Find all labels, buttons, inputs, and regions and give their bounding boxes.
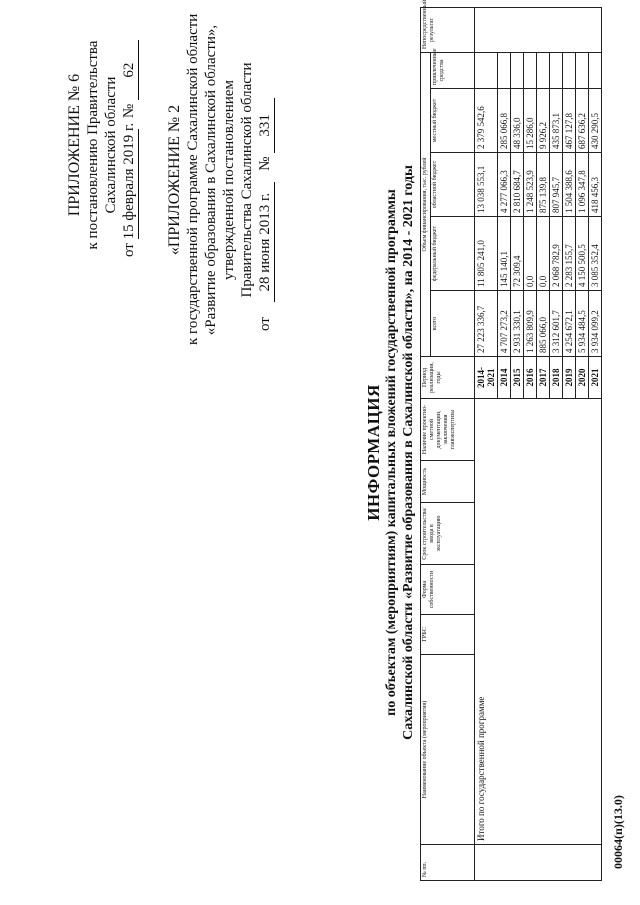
th-total: всего <box>431 291 475 357</box>
cell-year: 2021 <box>589 357 602 399</box>
approval2-line4: утвержденной постановлением <box>221 80 237 280</box>
th-result: Непосредственный результат <box>421 7 475 52</box>
cell-other <box>576 52 589 88</box>
th-form: Форма собственности <box>421 565 475 615</box>
cell-num <box>475 845 602 881</box>
approval1-number: 62 <box>120 40 139 100</box>
cell-other <box>511 52 524 88</box>
th-local: местный бюджет <box>431 89 475 153</box>
approval1-date-line <box>120 25 139 265</box>
th-other: привлеченные средства <box>431 52 475 88</box>
cell-regional: 418 456,3 <box>589 153 602 217</box>
cell-regional: 1 504 388,6 <box>563 153 576 217</box>
cell-year: 2014-2021 <box>475 357 498 399</box>
approval2-line2: к государственной программе Сахалинской области <box>185 13 201 345</box>
cell-other <box>563 52 576 88</box>
cell-result <box>475 7 602 52</box>
cell-federal: 2 068 782,9 <box>550 217 563 291</box>
cell-total: 5 934 484,5 <box>576 291 589 357</box>
approval1-from: от <box>121 243 137 257</box>
cell-total: 885 066,0 <box>537 291 550 357</box>
cell-local: 285 066,8 <box>498 89 511 153</box>
cell-local: 435 873,1 <box>550 89 563 153</box>
cell-federal: 11 805 241,0 <box>475 217 498 291</box>
th-federal: федеральный бюджет <box>431 217 475 291</box>
total-label-cell: Итого по государственной программе <box>475 399 602 845</box>
capital-investments-table <box>420 0 602 881</box>
th-financing: Объем финансирования, тыс. рублей <box>421 52 431 356</box>
cell-local: 48 336,0 <box>511 89 524 153</box>
cell-regional: 807 945,7 <box>550 153 563 217</box>
table-row <box>475 7 498 880</box>
th-num: № пп. <box>421 845 475 881</box>
cell-local: 430 290,5 <box>589 89 602 153</box>
approval-block-1 <box>66 25 139 265</box>
th-period: Период реализации, годы <box>421 357 475 399</box>
th-term: Срок строительства/ввода в эксплуатацию <box>421 503 475 565</box>
th-regional: областной бюджет <box>431 153 475 217</box>
cell-year: 2019 <box>563 357 576 399</box>
approval1-line2: к постановлению Правительства <box>85 40 101 250</box>
cell-total: 3 312 601,7 <box>550 291 563 357</box>
cell-total: 2 931 330,1 <box>511 291 524 357</box>
cell-other <box>524 52 537 88</box>
document-subtitle-1: по объектам (мероприятиям) капитальных вложений государственной программы <box>384 189 399 716</box>
approval2-number: 331 <box>256 98 275 153</box>
cell-local: 9 926,2 <box>537 89 550 153</box>
cell-year: 2017 <box>537 357 550 399</box>
cell-year: 2014 <box>498 357 511 399</box>
approval1-num-sign: № <box>121 103 137 119</box>
cell-federal: 0,0 <box>537 217 550 291</box>
footer-code: 00064(п)(13.0) <box>611 795 625 869</box>
table-header-row-1 <box>421 7 431 880</box>
cell-regional: 1 248 523,9 <box>524 153 537 217</box>
approval2-num-sign: № <box>257 156 273 171</box>
cell-federal: 0,0 <box>524 217 537 291</box>
cell-local: 687 636,2 <box>576 89 589 153</box>
approval2-line3: «Развитие образования в Сахалинской области», <box>203 24 219 336</box>
cell-total: 4 254 672,1 <box>563 291 576 357</box>
cell-other <box>475 52 498 88</box>
cell-local: 2 379 542,6 <box>475 89 498 153</box>
approval2-line5: Правительства Сахалинской области <box>239 62 255 298</box>
cell-regional: 875 139,8 <box>537 153 550 217</box>
cell-federal: 4 150 500,5 <box>576 217 589 291</box>
approval2-date: 28 июня 2013 г. <box>256 182 275 302</box>
approval1-line3: Сахалинской области <box>103 76 119 214</box>
cell-total: 1 263 809,9 <box>524 291 537 357</box>
cell-regional: 1 096 347,8 <box>576 153 589 217</box>
cell-federal: 3 085 352,4 <box>589 217 602 291</box>
cell-federal: 2 283 155,7 <box>563 217 576 291</box>
cell-total: 27 223 336,7 <box>475 291 498 357</box>
cell-local: 15 286,0 <box>524 89 537 153</box>
approval2-date-line <box>256 15 275 345</box>
th-power: Мощность <box>421 461 475 503</box>
cell-year: 2018 <box>550 357 563 399</box>
th-name: Наименование объекта (мероприятия) <box>421 655 475 845</box>
cell-local: 467 127,8 <box>563 89 576 153</box>
document-subtitle-2: Сахалинской области «Развитие образования в Сахалинской области», на 2014 - 2021 годы <box>401 165 416 740</box>
approval-block-2 <box>166 15 275 345</box>
cell-regional: 4 277 066,3 <box>498 153 511 217</box>
cell-federal: 145 140,1 <box>498 217 511 291</box>
approval1-title: ПРИЛОЖЕНИЕ № 6 <box>66 73 83 217</box>
approval2-title: «ПРИЛОЖЕНИЕ № 2 <box>166 104 183 256</box>
cell-other <box>589 52 602 88</box>
approval1-date: 15 февраля 2019 г. <box>121 122 137 240</box>
approval2-from: от <box>257 317 273 331</box>
cell-other <box>537 52 550 88</box>
document-title: ИНФОРМАЦИЯ <box>364 384 383 521</box>
cell-total: 4 707 273,2 <box>498 291 511 357</box>
cell-federal: 72 309,4 <box>511 217 524 291</box>
cell-total: 3 934 099,2 <box>589 291 602 357</box>
cell-other <box>550 52 563 88</box>
th-docs: Наличие проектно-сметной документации, заключения главэкспертизы <box>421 399 475 461</box>
cell-regional: 13 038 553,1 <box>475 153 498 217</box>
th-grbs: ГРБС <box>421 615 475 655</box>
cell-regional: 2 810 684,7 <box>511 153 524 217</box>
cell-year: 2016 <box>524 357 537 399</box>
cell-year: 2020 <box>576 357 589 399</box>
cell-other <box>498 52 511 88</box>
cell-year: 2015 <box>511 357 524 399</box>
